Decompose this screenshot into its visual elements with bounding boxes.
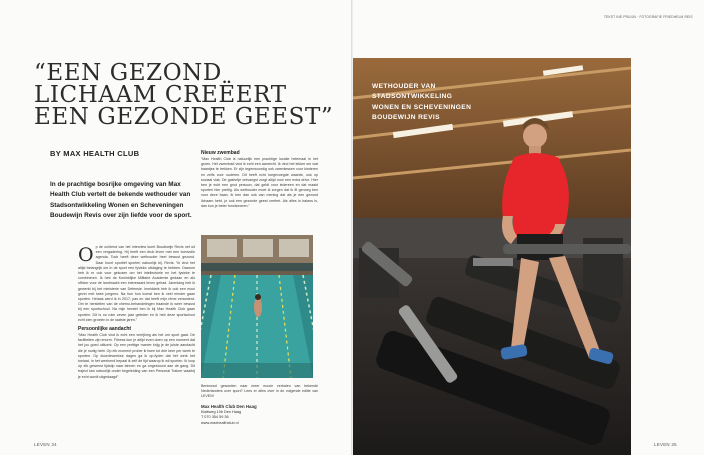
body-paragraph-2: “Max Health Club vind ik echt een verrijking als het om sport gaat. De faciliteiten zijn enorm. Fitness kun je altijd even doen op een moment dat het jou goed uitkomt. Op een prettige manier krijg je de juiste aandacht die je nodig hebt. Op elk moment prober ik twee tot drie keer per week te sporten. Op doordeweekse dagen ga ik op-fyden dat het werk het toelaat. In het weekend bepaal ik zelf de tijd waarop ik wil sporten. Ik loop op elk gewenst tijdstip naar binnen en ga ongestoord aan de gang. Dit traject kan natuurlijk onder begeleiding van een Personal Trainer waarbij je echt wordt uitgedaagd” [78,333,195,379]
photo-caption [372,82,490,124]
dropcap: O [78,244,94,266]
body-paragraph-1: p de ochtend van het interview komt Boudewijn Revis net uit een vergadering. Hij heeft een druk leven met een bomvolle agenda. Toch heeft deze wethouder heel bewust gezond. Daar hoort sportief sporten natuurlijk bij. Revis: “Ik vind het altijd belangrijk om in de sport een fysieke uitdaging te hebben. Daarom heb ik er ook voor gekozen om het intellectuele en het fysieke te combineren. Ik heb de Koninklijke Militaire Academie gedaan en als officier voor de landmacht een interessant leven gehad. Jarenlang heb ik gewerkt bij het ministerie van Defensie. Inmiddels heb ik ook een mooi gezin met twee jongens. Na hun hun komst ben ik veel minder gaan sporten. Helaas werd ik in 2017, pas en dat heeft mijn rême veranderd. Om te herstellen van de chemo-behandelingen traainde ik weer bewust bij een sportschool. Na mijn herstel ben ik bij Max Health Club gaan sporten. Dit is nu ruim zeven jaar geleden en ik heb deze sportschool echt zien groeien in de laatste jaren.” [78,245,195,322]
address-web: www.maxhealthclub.nl [201,420,239,425]
credits-line: TEKST INE PRUIJN · FOTOGRAFIE FRIEDHELM REIS [604,15,693,19]
closing-paragraph: Benieuwd geworden naar meer mooie verhalen van bekende Nederlanders over sport? Lees er alles over in de volgende editie van LEVEN! [201,384,318,399]
body-paragraph-3: “Max Health Club is natuurlijk een prachtige locatie helemaal in het groen. Het zwembad vind ik echt een aanrecht. Ik vind het lekker om wat baantjes te trekken. Er zijn tegenwoordig ook zwemlessen voor kinderen en zelfs voor ouderen. Dit heeft echt toegevoegde waarde, ook op sociaal vlak. De gastvrije ontvangst zorgt altijd voor een extra drive. Hier ben je echt een gnut persoon, dat geldt voor iedereen en dat maakt sporten hier prettig. Als wethouder moet ik zorgen dat ik fit genoeg ben voor deze baan. Ik ben dan ook van mening dat als je een gezond lichaam hebt, je ook een gezonde geest creëert. Als alles in balans is, dan kun je beter functioneren.” [201,157,318,208]
subhead-nieuw-zwembad: Nieuw zwembad [201,150,240,156]
article-column-middle [201,150,318,209]
caption-line-1: WETHOUDER VAN [372,83,436,90]
caption-line-2: STADSONTWIKKELING [372,93,453,101]
headline-line-2: LICHAAM CREËERT [34,82,287,108]
address-street: Klattweg 10b Den Haag [201,409,242,414]
folio-left: LEVEN 34 [34,442,57,447]
headline [34,62,350,128]
subhead-persoonlijke-aandacht: Persoonlijke aandacht [78,326,132,333]
byline: BY MAX HEALTH CLUB [50,149,140,158]
caption-line-4: BOUDEWIJN REVIS [372,114,440,122]
address-phone: T 070 354 59 36 [201,415,229,420]
intro-paragraph: In de prachtige bosrijke omgeving van Max Health Club vertelt de bekende wethouder van Stadsontwikkeling Wonen en Scheveningen Boudewijn Revis over zijn liefde voor de sport. [50,181,192,220]
caption-line-3: WONEN EN SCHEVENINGEN [372,103,472,111]
address-title: Max Health Club Den Haag [201,404,257,409]
headline-line-3: EEN GEZONDE GEEST” [34,104,334,130]
folio-right: LEVEN 35 [654,442,677,447]
address-block [201,404,318,426]
article-column-left [78,245,195,380]
pool-photo [201,235,313,378]
headline-line-1: “EEN GEZOND [34,60,222,86]
pool-illustration [201,235,313,378]
